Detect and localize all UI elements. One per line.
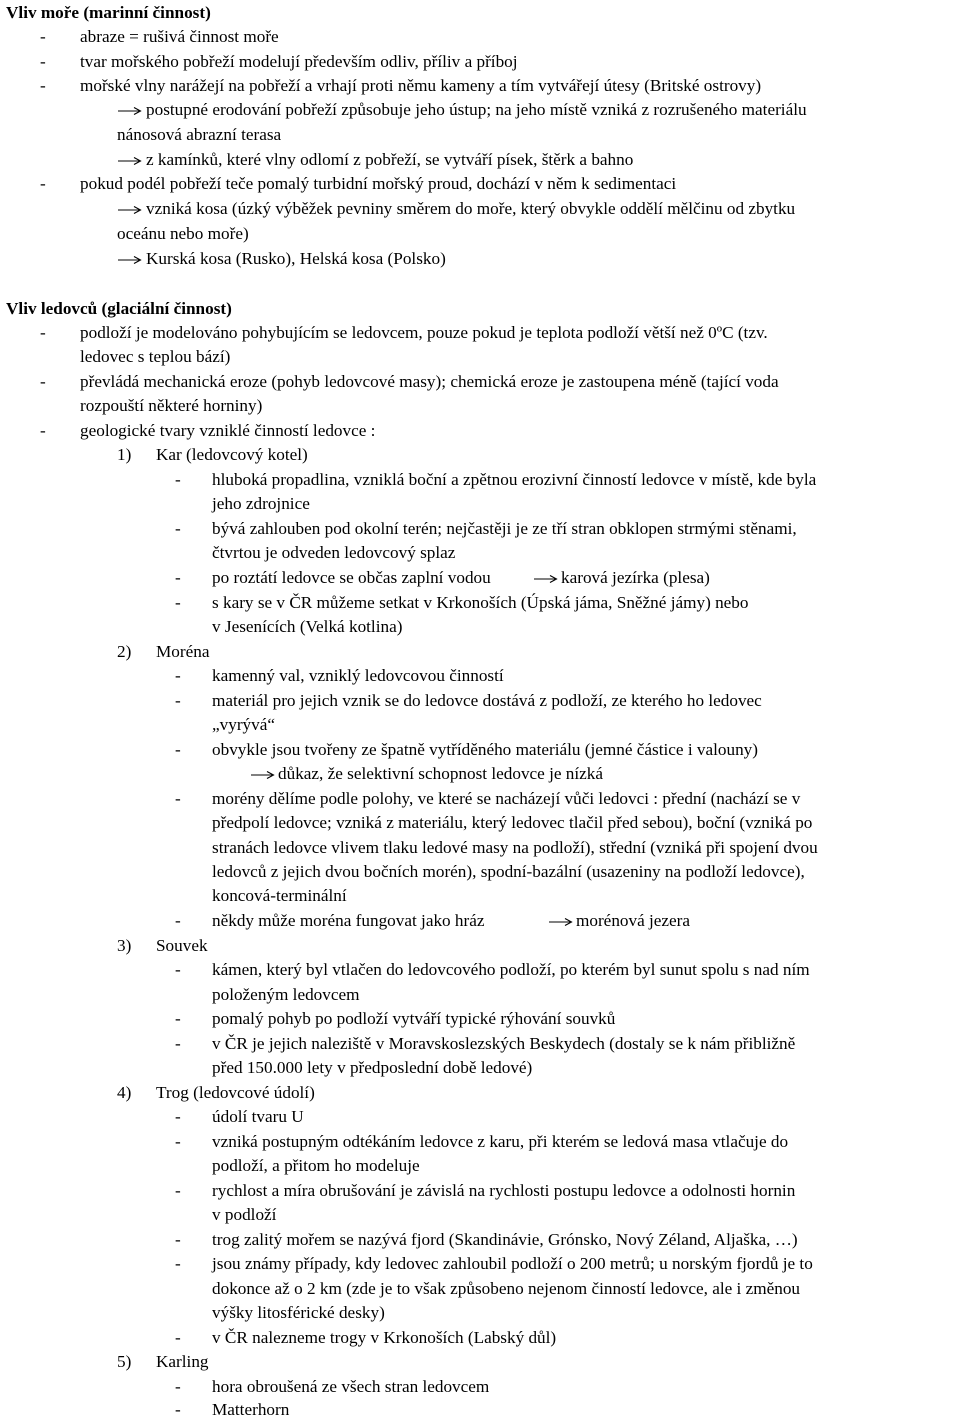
dash: - — [175, 740, 181, 759]
arrow-right-icon — [117, 155, 143, 167]
subheading-trog: Trog (ledovcové údolí) — [156, 1083, 315, 1102]
list-item: s kary se v ČR můžeme setkat v Krkonoších (Úpská jáma, Sněžné jámy) nebo — [212, 593, 749, 612]
arrow-right-icon — [117, 204, 143, 216]
dash: - — [175, 789, 181, 808]
dash: - — [175, 470, 181, 489]
dash: - — [175, 1009, 181, 1028]
dash: - — [40, 52, 46, 71]
list-item-cont: jeho zdrojnice — [212, 494, 310, 513]
list-item: převládá mechanická eroze (pohyb ledovcové masy); chemická eroze je zastoupena méně (tající voda — [80, 372, 779, 391]
heading-marine: Vliv moře (marinní činnost) — [6, 3, 211, 22]
dash: - — [175, 666, 181, 685]
arrow-right-icon — [117, 254, 143, 266]
list-item: abraze = rušivá činnost moře — [80, 27, 279, 46]
dash: - — [40, 372, 46, 391]
list-item-cont: dokonce až o 2 km (zde je to však způsobeno nejenom činností ledovce, ale i změnou — [212, 1279, 801, 1298]
list-item-cont: stranách ledovce vlivem tlaku ledové masy na podloží), střední (vzniká při spojení dvou — [212, 838, 818, 857]
list-item: mořské vlny narážejí na pobřeží a vrhají proti němu kameny a tím vytvářejí útesy (Britské ostrovy) — [80, 76, 762, 95]
list-item: Kurská kosa (Rusko), Helská kosa (Polsko) — [146, 249, 446, 268]
list-item: trog zalitý mořem se nazývá fjord (Skandinávie, Grónsko, Nový Zéland, Aljaška, …) — [212, 1230, 798, 1249]
list-item-cont: čtvrtou je odveden ledovcový splaz — [212, 543, 456, 562]
arrow-right-icon — [533, 573, 559, 585]
subheading-kar: Kar (ledovcový kotel) — [156, 445, 308, 464]
dash: - — [175, 593, 181, 612]
dash: - — [40, 76, 46, 95]
arrow-right-icon — [117, 105, 143, 117]
list-item-cont: podloží, a přitom ho modeluje — [212, 1156, 420, 1175]
list-item: pomalý pohyb po podloží vytváří typické rýhování souvků — [212, 1009, 616, 1028]
list-item: vzniká postupným odtékáním ledovce z karu, při kterém se ledová masa vtlačuje do — [212, 1132, 789, 1151]
list-item-cont: oceánu nebo moře) — [117, 224, 249, 243]
dash: - — [175, 519, 181, 538]
list-item-cont: ledovec s teplou bází) — [80, 347, 231, 366]
list-item: jsou známy případy, kdy ledovec zahloubil podloží o 200 metrů; u norským fjordů je to — [212, 1254, 813, 1273]
list-item-cont: výšky litosférické desky) — [212, 1303, 385, 1322]
list-item: hluboká propadlina, vzniklá boční a zpětnou erozivní činností ledovce v místě, kde byla — [212, 470, 817, 489]
dash: - — [175, 1328, 181, 1347]
list-item: v ČR je jejich naleziště v Moravskoslezských Beskydech (dostaly se k nám přibližně — [212, 1034, 796, 1053]
dash: - — [175, 1034, 181, 1053]
list-item-cont: nánosová abrazní terasa — [117, 125, 282, 144]
list-item: po roztátí ledovce se občas zaplní vodou — [212, 568, 491, 587]
list-item-cont: koncová-terminální — [212, 886, 347, 905]
item-number: 4) — [117, 1083, 132, 1102]
list-item-cont: „vyrývá“ — [212, 715, 275, 734]
dash: - — [175, 1377, 181, 1396]
item-number: 1) — [117, 445, 132, 464]
list-item: z kamínků, které vlny odlomí z pobřeží, se vytváří písek, štěrk a bahno — [146, 150, 634, 169]
list-item: tvar mořského pobřeží modelují především odliv, příliv a příboj — [80, 52, 518, 71]
list-item-cont: předpolí ledovce; vzniká z materiálu, který ledovec tlačil před sebou), boční (vzniká po — [212, 813, 813, 832]
list-item-cont: položeným ledovcem — [212, 985, 360, 1004]
list-item: hora obroušená ze všech stran ledovcem — [212, 1377, 490, 1396]
list-item: Matterhorn — [212, 1400, 290, 1419]
list-item: kámen, který byl vtlačen do ledovcového podloží, po kterém byl sunut spolu s nad ním — [212, 960, 810, 979]
dash: - — [40, 27, 46, 46]
dash: - — [40, 174, 46, 193]
dash: - — [40, 323, 46, 342]
heading-glacial: Vliv ledovců (glaciální činnost) — [6, 299, 232, 318]
list-item: materiál pro jejich vznik se do ledovce dostává z podloží, ze kterého ho ledovec — [212, 691, 762, 710]
list-item: údolí tvaru U — [212, 1107, 304, 1126]
item-number: 5) — [117, 1352, 132, 1371]
dash: - — [175, 960, 181, 979]
dash: - — [40, 421, 46, 440]
list-item: obvykle jsou tvořeny ze špatně vytříděného materiálu (jemné částice i valouny) — [212, 740, 758, 759]
dash: - — [175, 1230, 181, 1249]
subheading-karling: Karling — [156, 1352, 209, 1371]
list-item: v ČR nalezneme trogy v Krkonoších (Labský důl) — [212, 1328, 557, 1347]
arrow-right-icon — [548, 916, 574, 928]
list-item-cont: rozpouští některé horniny) — [80, 396, 263, 415]
list-item-cont: před 150.000 lety v předposlední době ledové) — [212, 1058, 533, 1077]
list-item: morény dělíme podle polohy, ve které se nacházejí vůči ledovci : přední (nachází se v — [212, 789, 801, 808]
list-item: někdy může moréna fungovat jako hráz — [212, 911, 485, 930]
list-item: bývá zahlouben pod okolní terén; nejčastěji je ze tří stran obklopen strmými stěnami, — [212, 519, 797, 538]
list-item: pokud podél pobřeží teče pomalý turbidní mořský proud, dochází v něm k sedimentaci — [80, 174, 677, 193]
list-item: karová jezírka (plesa) — [561, 568, 710, 587]
subheading-souvek: Souvek — [156, 936, 208, 955]
list-item: důkaz, že selektivní schopnost ledovce je nízká — [278, 764, 604, 783]
dash: - — [175, 1107, 181, 1126]
dash: - — [175, 1254, 181, 1273]
dash: - — [175, 1181, 181, 1200]
item-number: 3) — [117, 936, 132, 955]
list-item-cont: v podloží — [212, 1205, 277, 1224]
arrow-right-icon — [250, 769, 276, 781]
list-item: kamenný val, vzniklý ledovcovou činností — [212, 666, 504, 685]
subheading-morena: Moréna — [156, 642, 210, 661]
dash: - — [175, 691, 181, 710]
list-item: podloží je modelováno pohybujícím se ledovcem, pouze pokud je teplota podloží větší než 0ºC (tzv. — [80, 323, 768, 342]
dash: - — [175, 1400, 181, 1419]
item-number: 2) — [117, 642, 132, 661]
list-item: rychlost a míra obrušování je závislá na rychlosti postupu ledovce a odolnosti hornin — [212, 1181, 796, 1200]
dash: - — [175, 911, 181, 930]
dash: - — [175, 1132, 181, 1151]
list-item-cont: ledovců z jejich dvou bočních morén), spodní-bazální (usazeniny na podloží ledovce), — [212, 862, 805, 881]
list-item: geologické tvary vzniklé činností ledovce : — [80, 421, 376, 440]
dash: - — [175, 568, 181, 587]
list-item: vzniká kosa (úzký výběžek pevniny směrem do moře, který obvykle oddělí mělčinu od zbytku — [146, 199, 796, 218]
list-item: postupné erodování pobřeží způsobuje jeho ústup; na jeho místě vzniká z rozrušeného materiálu — [146, 100, 807, 119]
list-item-cont: v Jesenících (Velká kotlina) — [212, 617, 403, 636]
list-item: morénová jezera — [576, 911, 691, 930]
